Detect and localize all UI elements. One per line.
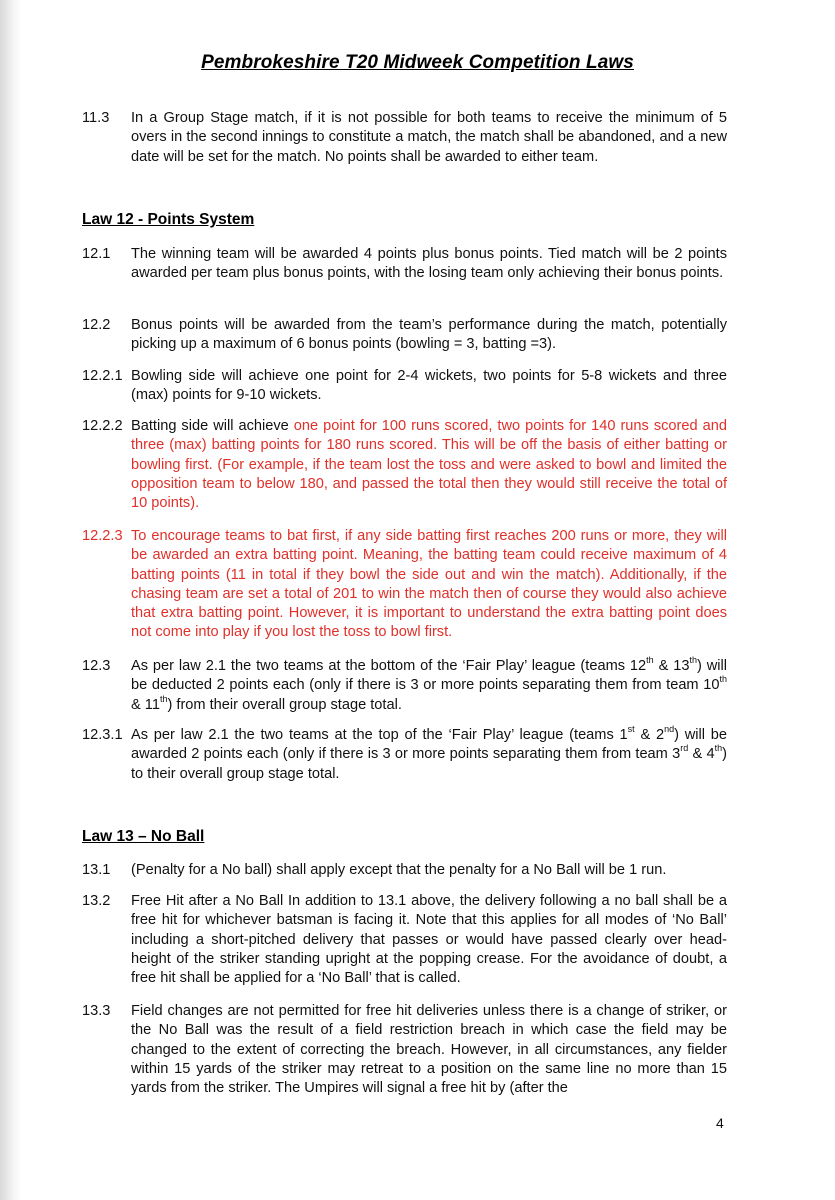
clause-number: 12.2.3 [82,528,123,544]
text-run: & 4 [688,746,715,763]
clause-number: 12.2.2 [82,418,123,434]
clause-text-red: one point for 100 runs scored, two points for 140 runs scored and three (max) batting points for 180 runs scored. This will be off the basis of either batting or bowling first. (For example, if the team lost the toss and were asked to bowl and limited the opposition team to below 180, and passed the total then they would still receive the total of 10 points). [131,418,727,512]
clause-12-2 [82,316,727,355]
clause-11-3 [82,109,727,167]
superscript: rd [680,743,689,754]
clause-12-2-3 [82,527,727,643]
clause-text-black: Batting side will achieve [131,418,294,434]
text-run: As per law 2.1 the two teams at the bottom of the ‘Fair Play’ league (teams 12 [131,658,647,674]
clause-12-2-1 [82,367,727,406]
superscript: th [646,655,654,666]
clause-text: In a Group Stage match, if it is not possible for both teams to receive the minimum of 5 overs in the second innings to constitute a match, the match shall be abandoned, and a new date will be set for the match. No points shall be awarded to either team. [131,110,727,165]
clause-number: 12.2 [82,317,111,333]
clause-number: 11.3 [82,110,110,126]
section-heading-law-13: Law 13 – No Ball [82,828,205,845]
text-run: & 13 [653,658,690,674]
clause-number: 12.2.1 [82,368,123,384]
superscript: th [159,693,168,704]
text-run: ) from their overall group stage total. [167,696,402,713]
clause-text: To encourage teams to bat first, if any side batting first reaches 200 runs or more, they will be awarded an extra batting point. Meaning, the batting team could receive maximum of 4 batting points (11 in total if they bowl the side out and win the match). Additionally, if the chasing team are set a total of 201 to win the match then of course they would also achieve that extra batting point. However, it is important to understand the extra batting point does not come into play if you lost the toss to bowl first. [131,528,727,641]
clause-13-3 [82,1002,727,1098]
clause-12-1 [82,245,727,284]
text-run: As per law 2.1 the two teams at the top of the ‘Fair Play’ league (teams 1 [131,727,628,743]
superscript: th [719,674,727,685]
clause-number: 13.1 [82,862,111,878]
page-number: 4 [716,1115,724,1131]
clause-number: 12.1 [82,246,111,262]
clause-text [131,726,727,784]
text-run: ) will be deducted 2 points each (only if there is 3 or more points separating them from team 10 [131,658,727,694]
clause-text [131,657,727,715]
superscript: th [689,655,697,666]
text-run: & 2 [634,727,665,743]
text-run: ) to their overall group stage total. [131,746,727,782]
clause-text: (Penalty for a No ball) shall apply except that the penalty for a No Ball will be 1 run. [131,862,667,878]
section-heading-law-12: Law 12 - Points System [82,211,255,228]
clause-12-3 [82,657,727,715]
clause-12-3-1 [82,726,727,784]
clause-text [131,417,727,513]
clause-13-2 [82,892,727,988]
clause-number: 13.2 [82,893,111,909]
text-run: ) will be awarded 2 points each (only if there is 3 or more points separating them from team 3 [131,727,728,763]
clause-12-2-2 [82,417,727,513]
clause-number: 12.3 [82,658,111,674]
page-title: Pembrokeshire T20 Midweek Competition Laws [201,52,634,73]
superscript: th [714,743,723,754]
superscript: nd [664,724,675,735]
clause-text: Free Hit after a No Ball In addition to 13.1 above, the delivery following a no ball shall be a free hit for whichever batsman is facing it. Note that this applies for all modes of ‘No Ball’ including a short-pitched delivery that passes or would have passed clearly over head-height of the striker standing upright at the popping crease. For the avoidance of doubt, a free hit shall be applied for a ‘No Ball’ that is called. [131,893,727,987]
clause-text: Bonus points will be awarded from the team’s performance during the match, potentially picking up a maximum of 6 bonus points (bowling = 3, batting =3). [131,317,727,353]
clause-number: 13.3 [82,1003,111,1019]
page-shadow [0,0,22,1200]
clause-text: The winning team will be awarded 4 points plus bonus points. Tied match will be 2 points awarded per team plus bonus points, with the losing team only achieving their bonus points. [131,246,727,282]
text-run: & 11 [131,696,160,713]
superscript: st [627,724,635,735]
clause-13-1 [82,861,727,880]
clause-text: Field changes are not permitted for free hit deliveries unless there is a change of striker, or the No Ball was the result of a field restriction breach in which case the field may be changed to the extent of correcting the breach. However, in all circumstances, any fielder within 15 yards of the striker may retreat to a position on the same line no more than 15 yards from the striker. The Umpires will signal a free hit by (after the [131,1003,727,1097]
clause-text: Bowling side will achieve one point for 2-4 wickets, two points for 5-8 wickets and three (max) points for 9-10 wickets. [131,368,727,404]
clause-number: 12.3.1 [82,727,123,743]
